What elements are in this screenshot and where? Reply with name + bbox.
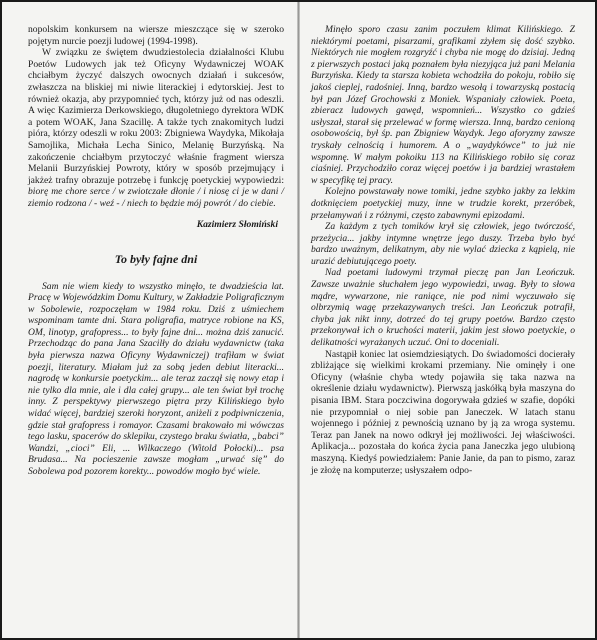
book-spread — [2, 2, 595, 638]
author-signature: Kazimierz Słomiński — [196, 218, 278, 230]
text-paragraph: Kolejno powstawały nowe tomiki, jedne szybko jakby za lekkim dotknięciem poetyckiej muzy, inne w trudzie korekt, przeróbek, przełamywań i z różnymi, często zabawnymi epizodami. — [311, 186, 575, 221]
text-paragraph: nopolskim konkursem na wiersze mieszczące się w szeroko pojętym nurcie poezji ludowej (1994-1998). — [28, 24, 284, 47]
left-page — [2, 2, 298, 638]
text-paragraph: Nastąpił koniec lat osiemdziesiątych. Do świadomości docierały zbliżające się wielkimi krokami przemiany. Nie ominęły i one Oficyny (właśnie chyba wtedy pojawiła się taka nazwa na określenie działu wydawnictw). Pierwszą jaskółką była maszyna do pisania IBM. Stara poczciwina dogorywała gdzieś w szafie, dopóki nie przypomniał o niej sobie pan Janeczek. W latach stanu wojennego i później z pewnością uznano by ją za wroga systemu. Teraz pan Janek na nowo odkrył jej możliwości. Jej właściwości. Aplikacja... pozostała do końca życia pana Janeczka jego ulubioną maszyną. Kiedyś powiedziałem: Panie Janie, da pan to pismo, zaraz je złożę na komputerze; usłyszałem odpo- — [311, 348, 575, 476]
text-paragraph: Nad poetami ludowymi trzymał pieczę pan Jan Leończuk. Zawsze uważnie słuchałem jego wypowiedzi, uwag. Były to słowa mądre, wywarzone, nie raniące, nie pod nimi wyczuwało się olbrzymią wagę przekazywanych treści. Jan Leończuk potrafił, chyba jak nikt inny, dotrzeć do tej grupy poetów. Bardzo często przekonywał ich o kruchości materii, jakim jest słowo poetyckie, o delikatności wyrażanych uczuć. Oni to doceniali. — [311, 267, 575, 349]
text-paragraph: Za każdym z tych tomików krył się człowiek, jego twórczość, przeżycia... jakby intymne wnętrze jego duszy. Trzeba było być bardzo uważnym, delikatnym, aby nie wylać dziecka z kąpielą, nie urazić debiutującego poety. — [311, 221, 575, 267]
article-text: Sam nie wiem kiedy to wszystko minęło, te dwadzieścia lat. Pracę w Wojewódzkim Domu Kultury, w Zakładzie Poligraficznym w Sobolewie, rozpoczęłam w 1984 roku. Dziś z uśmiechem wspominam tamte dni. Stara poligrafia, matryce robione na KS, OM, linotyp, grafopress... to były fajne dni... można dziś zanucić. Przechodząc do pana Jana Szacilły do działu wydawnictw (taka była pierwsza nazwa Oficyny Wydawniczej) trafiłam w świat poezji, literatury. Miałam już za sobą jeden debiut literacki... nagrodę w konkursie poetyckim... ale teraz zaczął się nowy etap i nie tylko dla mnie, ale i dla całej grupy... ale ten świat był trochę inny. Z perspektywy pierwszego piętra przy Kilińskiego było widać więcej, bardziej szeroki horyzont, aniżeli z podpiwniczenia, gdzie stał grafopress i romayor. Czasami brakowało mi wówczas tego lasku, spacerów do sklepiku, czystego braku światła, „babci” Wandzi, „cioci” Eli, ... Wilkaczego (Witold Połocki)... psa Brudasa... Na pocieszenie zawsze mogłam „urwać się” do Sobolewa pod pozorem korekty... powodów mogło być wiele. — [28, 280, 284, 477]
poem-quote: biorę me chore serce / w zwiotczałe dłonie / i niosę ci je w dani / ziemio rodzona / - weź - / niech to będzie mój powrót / do ciebie. — [28, 186, 284, 209]
article-heading: To były fajne dni — [114, 251, 198, 266]
text-paragraph: Minęło sporo czasu zanim poczułem klimat Kilińskiego. Z niektórymi poetami, pisarzami, grafikami zżyłem się dość szybko. Niektórych nie mogłem rozgryźć i chyba nie mogę do dzisiaj. Jedną z pierwszych postaci jaką poznałem była niezyjąca już pani Melania Burzyńska. Kiedy ta starsza kobieta wchodziła do pokoju, robiło się jakoś cieplej, radośniej. Inną, bardzo wesołą i towarzyską postacią był pan Józef Grochowski z Moniek. Wspaniały człowiek. Poeta, zbieracz ludowych gawęd, wspomnień... Wszystko co gdzieś usłyszał, starał się przelewać w formę wiersza. Inną, bardzo cenioną osobowością, był śp. pan Zbigniew Waydyk. Jego aforyzmy zawsze tryskały celnością i humorem. A o „waydykówce” to już nie wspomnę. W małym pokoiku 113 na Kilińskiego robiło się coraz ciaśniej. Przychodziło coraz więcej poetów i ja bardziej wrastałem w specyfikę tej pracy. — [311, 24, 575, 186]
right-page — [299, 2, 595, 638]
paragraph-text: W związku ze świętem dwudziestolecia działalności Klubu Poetów Ludowych jak też Oficyny Wydawniczej WOAK chciałbym życzyć dalszych owocnych działań i sukcesów, zwłaszcza na bliskiej mi niwie literackiej i edytorskiej. Jest to również okazja, aby przypomnieć tych, którzy już od nas odeszli. A więc Kazimierza Derkowskiego, długoletniego dyrektora WDK a potem WOAK, Jana Szacillę. A także tych znakomitych ludzi pióra, którzy odeszli w roku 2003: Zbigniewa Waydyka, Mikołaja Samojlika, Michała Lecha Sinico, Melanię Burzyńską. Na zakończenie chciałbym przytoczyć właśnie fragment wiersza Melanii Burzyńskiej Powroty, który w sposób przejmujący i jakżeż trafny obrazuje potrzebę i funkcję poetyckiej wypowiedzi: — [28, 47, 284, 186]
text-paragraph — [28, 47, 284, 209]
